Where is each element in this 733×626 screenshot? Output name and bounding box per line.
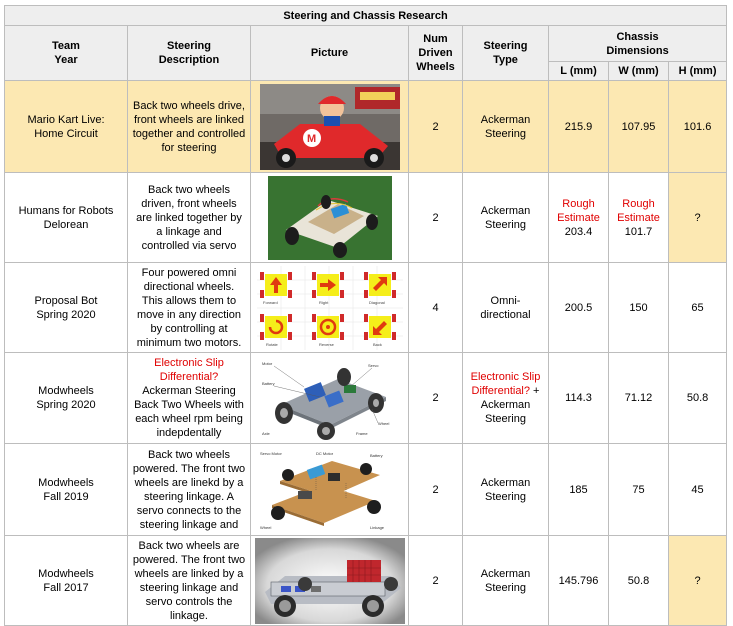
picture-cell	[251, 353, 409, 444]
svg-text:Reverse: Reverse	[318, 341, 334, 347]
description-line: steering linkage and	[139, 581, 239, 594]
team-name: Proposal Bot	[34, 294, 98, 307]
header-steering-description	[128, 26, 251, 81]
description-line: indepdentally	[156, 427, 222, 439]
description-line: Back two wheels are	[138, 539, 240, 552]
length-cell: 185	[549, 444, 609, 536]
steering-type-cell	[463, 263, 549, 353]
picture-cell	[251, 173, 409, 263]
header-chassis-dimensions	[549, 26, 727, 62]
header-year-label: Year	[54, 54, 78, 66]
svg-text:Servo: Servo	[367, 363, 378, 368]
steering-type-highlight: Differential?	[471, 385, 530, 397]
omni-wheel-diagram	[257, 266, 403, 350]
description-cell	[128, 263, 251, 353]
modwheels-2019-exploded	[258, 447, 402, 533]
height-cell: 65	[669, 263, 727, 353]
description-line: Back Two Wheels with	[134, 399, 244, 411]
description-line: by controlling at	[150, 322, 228, 335]
team-name-line2: Delorean	[43, 218, 89, 231]
wheels-cell: 4	[409, 263, 463, 353]
length-cell: 145.796	[549, 536, 609, 626]
description-line: powered. The front two	[132, 553, 246, 566]
team-cell	[5, 263, 128, 353]
svg-text:Motor: Motor	[261, 361, 272, 366]
description-line: controlled via servo	[141, 239, 237, 252]
steering-type-cell	[463, 173, 549, 263]
steering-type-cell	[463, 536, 549, 626]
steering-type-line: Ackerman	[480, 204, 531, 217]
width-cell: 50.8	[609, 536, 669, 626]
rough-estimate-note: Rough	[622, 197, 655, 210]
length-cell: 200.5	[549, 263, 609, 353]
description-line: front wheels are linked	[133, 113, 245, 126]
picture-cell	[251, 536, 409, 626]
header-chassis-label: Chassis	[616, 30, 659, 43]
svg-text:Back: Back	[372, 341, 382, 347]
team-cell	[5, 173, 128, 263]
wheels-cell: 2	[409, 173, 463, 263]
steering-type-line: directional	[480, 308, 531, 321]
wheels-cell: 2	[409, 444, 463, 536]
header-description-label: Description	[158, 54, 220, 66]
description-line: Back two wheels	[148, 183, 230, 196]
length-value: 203.4	[564, 225, 593, 238]
description-line: servo controls the	[145, 595, 233, 608]
description-line: Back two wheels	[148, 448, 230, 461]
header-picture: Picture	[251, 26, 409, 81]
description-line: steering linkage and	[139, 518, 239, 531]
length-cell: 215.9	[549, 81, 609, 173]
steering-type-line: Steering	[485, 581, 526, 594]
steering-type-cell	[463, 444, 549, 536]
team-name-line2: Spring 2020	[36, 308, 96, 321]
table-row	[5, 353, 727, 444]
steering-type-cell	[463, 353, 549, 444]
width-cell: 75	[609, 444, 669, 536]
wheels-cell: 2	[409, 81, 463, 173]
team-name: Humans for Robots	[18, 204, 114, 217]
header-wheels-label: Wheels	[416, 61, 455, 73]
steering-type-line: Ackerman	[480, 567, 531, 580]
description-line: move in any direction	[137, 308, 241, 321]
description-line: servo connects to the	[136, 504, 242, 517]
svg-text:Servo Motor: Servo Motor	[259, 450, 282, 456]
steering-type-highlight: Electronic Slip	[470, 371, 541, 383]
description-line: Back two wheels drive,	[133, 99, 245, 112]
svg-text:Wheel: Wheel	[259, 524, 271, 530]
steering-chassis-table	[4, 5, 727, 626]
description-line: linkage.	[170, 609, 208, 622]
svg-text:Frame: Frame	[355, 431, 368, 436]
team-cell	[5, 353, 128, 444]
description-cell	[128, 444, 251, 536]
header-team-year	[5, 26, 128, 81]
svg-text:Battery: Battery	[261, 381, 275, 386]
wheels-cell: 2	[409, 536, 463, 626]
header-length: L (mm)	[549, 62, 609, 81]
width-value: 101.7	[624, 225, 653, 238]
description-line: directional wheels.	[143, 280, 235, 293]
header-type-steering-label: Steering	[483, 40, 528, 52]
description-line: Ackerman Steering	[142, 385, 236, 397]
description-line: driven, front wheels	[141, 197, 237, 210]
header-type-label: Type	[493, 54, 518, 66]
picture-cell	[251, 444, 409, 536]
description-line: steering linkage. A	[144, 490, 234, 503]
team-name: Modwheels	[38, 567, 94, 580]
wheels-cell: 2	[409, 353, 463, 444]
description-line: each wheel rpm being	[135, 413, 243, 425]
height-cell: ?	[669, 173, 727, 263]
width-cell	[609, 173, 669, 263]
header-dimensions-label: Dimensions	[606, 44, 669, 57]
height-cell: 101.6	[669, 81, 727, 173]
length-cell: 114.3	[549, 353, 609, 444]
description-cell	[128, 353, 251, 444]
header-team-label: Team	[52, 40, 80, 52]
description-line: powered. The front two	[132, 462, 246, 475]
svg-text:M: M	[306, 132, 316, 145]
team-name: Mario Kart Live:	[27, 113, 105, 126]
svg-text:Battery: Battery	[369, 452, 383, 458]
steering-type-line: Steering	[485, 490, 526, 503]
team-cell	[5, 536, 128, 626]
description-line: wheels are linekd by a	[134, 476, 244, 489]
team-name-line2: Spring 2020	[36, 399, 96, 411]
table-row	[5, 536, 727, 626]
modwheels-2017-cad	[255, 538, 405, 624]
team-name: Modwheels	[38, 385, 94, 397]
rough-estimate-note: Rough	[562, 197, 595, 210]
header-steering-label: Steering	[166, 40, 211, 52]
description-cell	[128, 81, 251, 173]
steering-type-line: Steering	[485, 218, 526, 231]
delorean-robot-photo	[268, 176, 392, 260]
svg-text:Rotate: Rotate	[265, 341, 278, 347]
description-line: are linked together by	[136, 211, 242, 224]
steering-type-line: Steering	[485, 413, 526, 425]
header-steering-type	[463, 26, 549, 81]
steering-type-line: Omni-	[490, 294, 521, 307]
length-cell	[549, 173, 609, 263]
width-cell: 150	[609, 263, 669, 353]
steering-type-plus: +	[530, 385, 540, 397]
height-cell: ?	[669, 536, 727, 626]
steering-type-line: Ackerman	[480, 113, 531, 126]
header-height: H (mm)	[669, 62, 727, 81]
mario-kart-photo	[260, 84, 400, 170]
height-cell: 45	[669, 444, 727, 536]
steering-type-line: Ackerman	[480, 476, 531, 489]
description-highlight: Electronic Slip	[154, 357, 224, 369]
steering-type-line: Steering	[485, 127, 526, 140]
header-num-label: Num	[423, 33, 448, 45]
description-line: for steering	[161, 141, 217, 154]
team-name-line2: Fall 2019	[43, 490, 89, 503]
table-row	[5, 81, 727, 173]
description-line: wheels are linked by a	[134, 567, 244, 580]
table-row	[5, 173, 727, 263]
description-line: a linkage and	[156, 225, 222, 238]
svg-text:Linkage: Linkage	[369, 524, 384, 530]
picture-cell	[251, 263, 409, 353]
svg-text:DC Motor: DC Motor	[315, 450, 333, 456]
description-cell	[128, 173, 251, 263]
description-cell	[128, 536, 251, 626]
table-row	[5, 444, 727, 536]
description-line: This allows them to	[141, 294, 237, 307]
team-cell	[5, 444, 128, 536]
team-name-line2: Fall 2017	[43, 581, 89, 594]
picture-cell	[251, 81, 409, 173]
header-num-driven-wheels	[409, 26, 463, 81]
header-width: W (mm)	[609, 62, 669, 81]
description-highlight: Differential?	[159, 371, 219, 383]
rough-estimate-note: Estimate	[617, 211, 660, 224]
header-driven-label: Driven	[418, 47, 453, 59]
description-line: Four powered omni	[141, 266, 237, 279]
team-name-line2: Home Circuit	[34, 127, 98, 140]
svg-text:Right: Right	[318, 299, 328, 305]
steering-type-cell	[463, 81, 549, 173]
svg-text:Forward: Forward	[262, 299, 278, 305]
width-cell: 107.95	[609, 81, 669, 173]
svg-text:Diagonal: Diagonal	[368, 299, 385, 305]
rough-estimate-note: Estimate	[557, 211, 600, 224]
steering-type-line: Ackerman	[480, 399, 531, 411]
width-cell: 71.12	[609, 353, 669, 444]
height-cell: 50.8	[669, 353, 727, 444]
team-name: Modwheels	[38, 476, 94, 489]
svg-text:Wheel: Wheel	[377, 421, 389, 426]
table-title: Steering and Chassis Research	[5, 6, 727, 26]
description-line: minimum two motors.	[136, 336, 242, 349]
team-cell	[5, 81, 128, 173]
modwheels-2020-cad	[260, 355, 400, 441]
table-row	[5, 263, 727, 353]
svg-text:Axle: Axle	[261, 431, 270, 436]
description-line: together and controlled	[132, 127, 246, 140]
